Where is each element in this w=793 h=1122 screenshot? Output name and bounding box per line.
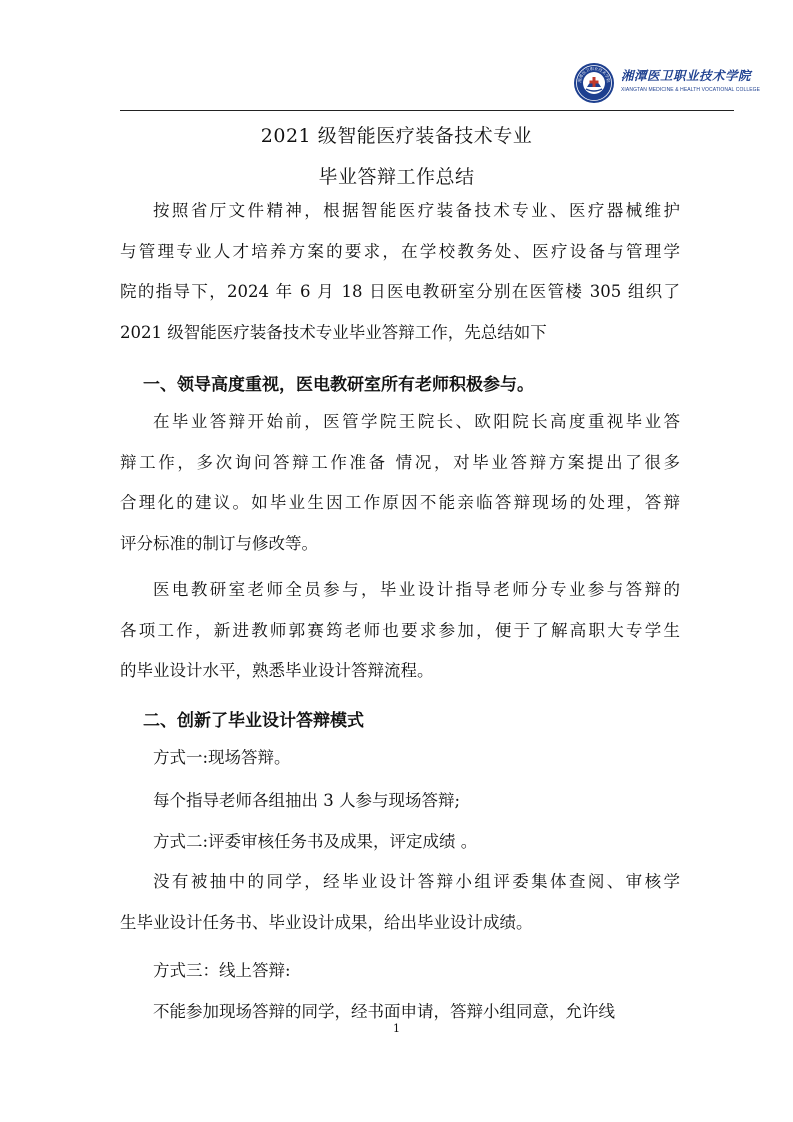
intro-line: 2021 级智能医疗装备技术专业毕业答辩工作，先总结如下 [120, 322, 547, 342]
page-number: 1 [393, 1022, 400, 1035]
mode2-description [120, 862, 680, 943]
header-divider [120, 110, 734, 111]
intro-line: 与管理专业人才培养方案的要求，在学校教务处、医疗设备与管理学 [120, 241, 680, 261]
mode1-description: 每个指导老师各组抽出 3 人参与现场答辩; [153, 791, 461, 810]
section1-paragraph1 [120, 402, 680, 564]
college-name-cn: 湘潭医卫职业技术学院 [621, 68, 752, 83]
intro-line: 院的指导下，2024 年 6 月 18 日医电教研室分别在医管楼 305 组织了 [120, 282, 680, 301]
college-logo [573, 62, 761, 106]
mode3-description: 不能参加现场答辩的同学，经书面申请，答辩小组同意，允许线 [153, 1002, 615, 1021]
intro-paragraph [120, 191, 680, 353]
section1-heading: 一、领导高度重视，医电教研室所有老师积极参与。 [143, 375, 534, 395]
college-name-en: XIANGTAN MEDICINE & HEALTH VOCATIONAL COLLEGE [621, 87, 761, 93]
document-title-line1: 2021 级智能医疗装备技术专业 [260, 125, 533, 147]
seal-text: 湘潭医卫职业技术学院 [576, 65, 612, 83]
paragraph-line: 各项工作，新进教师郭赛筠老师也要求参加，便于了解高职大专学生 [120, 620, 680, 640]
college-name [621, 66, 761, 93]
paragraph-line: 的毕业设计水平，熟悉毕业设计答辩流程。 [120, 661, 434, 680]
paragraph-line: 没有被抽中的同学，经毕业设计答辩小组评委集体查阅、审核学 [153, 872, 680, 891]
mode3-title: 方式三：线上答辩: [153, 961, 291, 980]
intro-line: 按照省厅文件精神，根据智能医疗装备技术专业、医疗器械维护 [153, 201, 680, 220]
section2-heading: 二、创新了毕业设计答辩模式 [143, 711, 364, 731]
paragraph-line: 在毕业答辩开始前，医管学院王院长、欧阳院长高度重视毕业答 [153, 412, 680, 431]
college-seal-icon [573, 62, 615, 104]
paragraph-line: 辩工作，多次询问答辩工作准备 情况，对毕业答辩方案提出了很多 [120, 452, 680, 472]
mode1-title: 方式一:现场答辩。 [153, 748, 291, 767]
paragraph-line: 评分标准的制订与修改等。 [120, 533, 318, 553]
paragraph-line: 医电教研室老师全员参与，毕业设计指导老师分专业参与答辩的 [153, 580, 680, 599]
mode2-title: 方式二:评委审核任务书及成果，评定成绩 。 [153, 832, 478, 851]
section1-paragraph2 [120, 570, 680, 692]
paragraph-line: 合理化的建议。如毕业生因工作原因不能亲临答辩现场的处理，答辩 [120, 493, 680, 512]
document-title-line2: 毕业答辩工作总结 [318, 166, 475, 188]
paragraph-line: 生毕业设计任务书、毕业设计成果，给出毕业设计成绩。 [120, 912, 533, 932]
